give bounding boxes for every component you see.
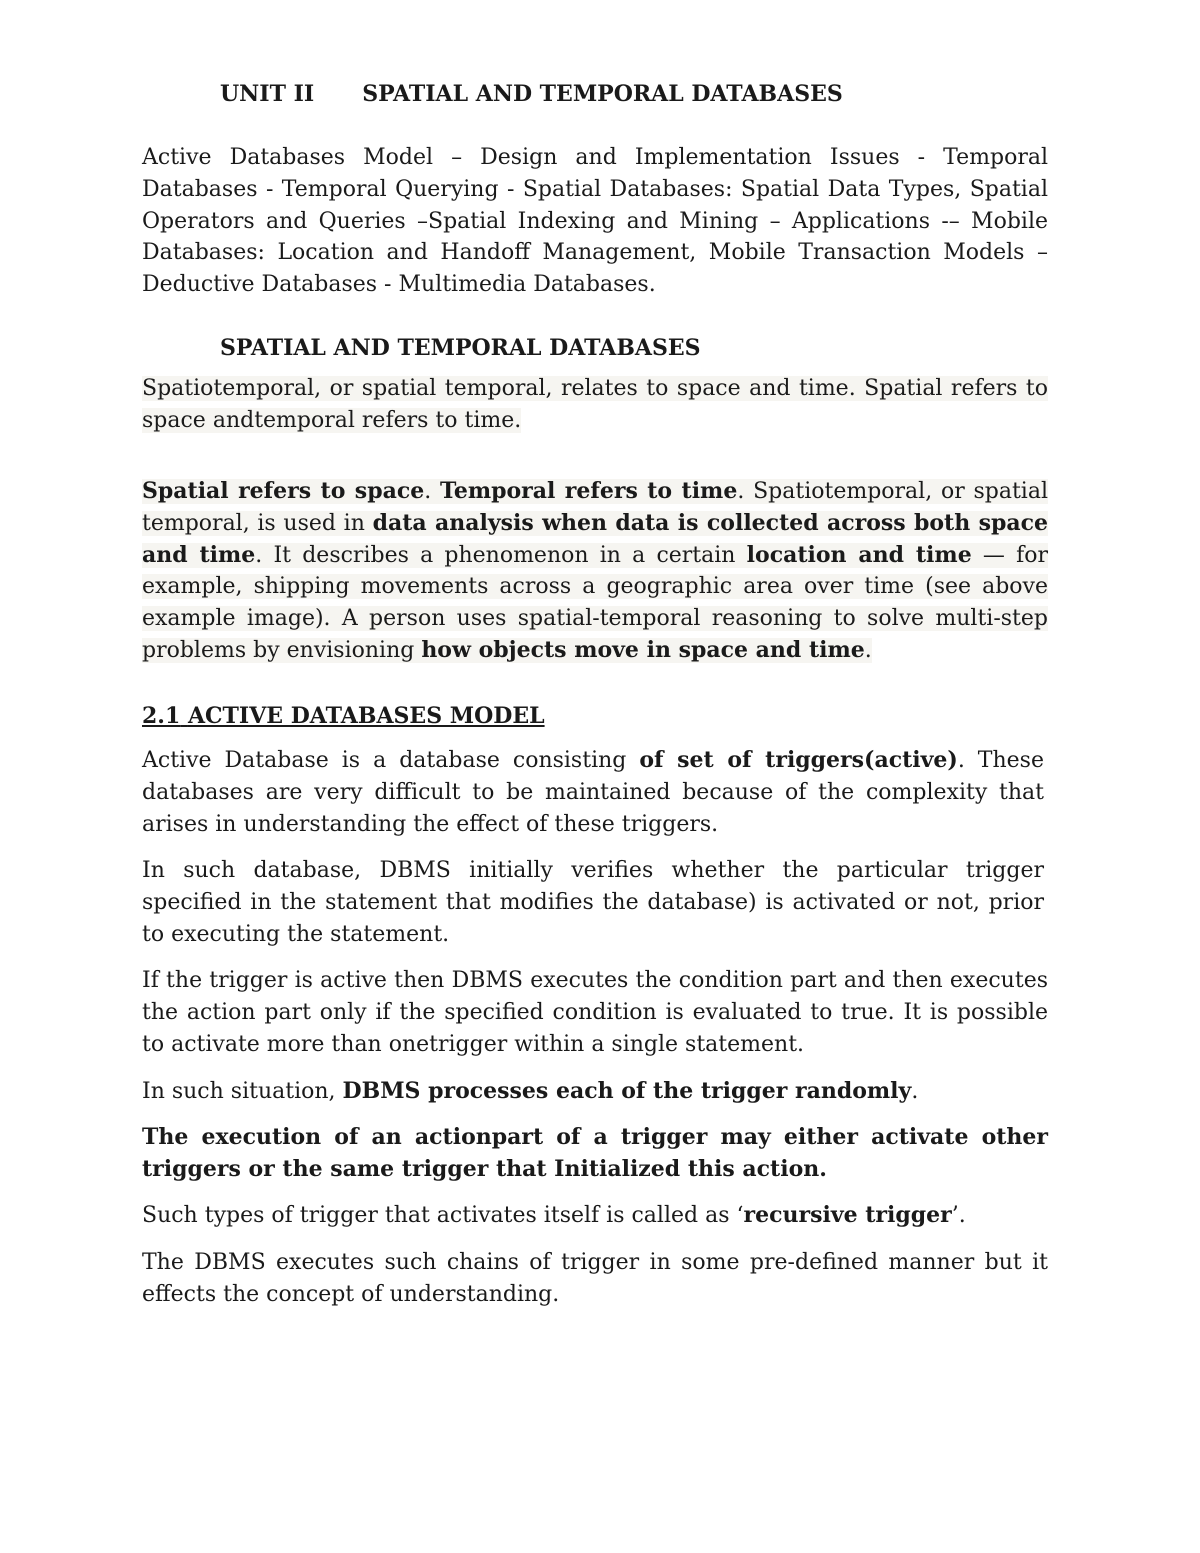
syllabus-paragraph: Active Databases Model – Design and Implementation Issues - Temporal Databases - Temporal Querying - Spatial Databases: Spatial Data Types, Spatial Operators and Queries –Spatial Indexing and Mining – Applications -– Mobile Databases: Location and Handoff Management, Mobile Transaction Models – Deductive Databases - Multimedia Databases. [142,145,1048,298]
active-db-paragraph-3: If the trigger is active then DBMS executes the condition part and then executes the action part only if the specified condition is evaluated to true. It is possible to activate more than onetrigger within a single statement. [142,968,1048,1057]
bold-phrase: DBMS processes each of the trigger randomly [342,1078,912,1104]
unit-heading: SPATIAL AND TEMPORAL DATABASES [362,81,843,107]
text-run: ’. [951,1203,966,1228]
text-run: Active Database is a database consisting [142,748,640,773]
active-db-paragraph-2: In such database, DBMS initially verifies whether the particular trigger specified in the statement that modifies the database) is activated or not, prior to executing the statement. [142,858,1044,947]
bold-phrase: of set of triggers(active) [639,747,958,773]
unit-label: UNIT II [220,81,315,107]
active-db-paragraph-1 [142,745,1044,840]
active-db-paragraph-6 [142,1200,1048,1232]
bold-phrase: data analysis when data is collected across both space and time [142,509,1048,568]
text-run: . [864,637,872,663]
bold-phrase: recursive trigger [743,1202,952,1228]
text-run: . [911,1079,919,1104]
section-number: 2.1 [142,703,181,729]
intro-paragraph [142,373,1048,437]
text-run: . These databases are very difficult to be maintained because of the complexity that arises in understanding the effect of these triggers. [142,748,1044,837]
section-heading-spatial-temporal: SPATIAL AND TEMPORAL DATABASES [220,335,701,361]
bold-phrase: Spatial refers to space [142,478,425,504]
text-run: . [424,479,440,504]
active-db-paragraph-4 [142,1076,1048,1108]
text-run: In such situation, [142,1079,343,1104]
text-run: . Spatiotemporal, or spatial temporal, is used in [142,479,1048,536]
spatiotemporal-paragraph [142,476,1048,667]
text-run: Such types of trigger that activates itself is called as ‘ [142,1203,744,1228]
unit-title [220,78,843,110]
text-run: . It describes a phenomenon in a certain [255,542,747,568]
active-db-paragraph-7: The DBMS executes such chains of trigger in some pre-defined manner but it effects the concept of understanding. [142,1250,1048,1307]
spatiotemporal-text [142,479,1048,663]
section-heading-active-databases [142,700,545,732]
bold-phrase: location and time [746,541,972,568]
intro-text: Spatiotemporal, or spatial temporal, relates to space and time. Spatial refers to space andtemporal refers to time. [142,376,1048,433]
bold-phrase: Temporal refers to time [440,478,738,504]
bold-phrase: how objects move in space and time [421,636,865,663]
text-run: — for example, shipping movements across a geographic area over time (see above example image). A person uses spatial-temporal reasoning to solve multi-step problems by envisioning [142,542,1048,663]
active-db-paragraph-5: The execution of an actionpart of a trigger may either activate other triggers or the same trigger that Initialized this action. [142,1124,1048,1182]
section-title: ACTIVE DATABASES MODEL [187,703,545,729]
